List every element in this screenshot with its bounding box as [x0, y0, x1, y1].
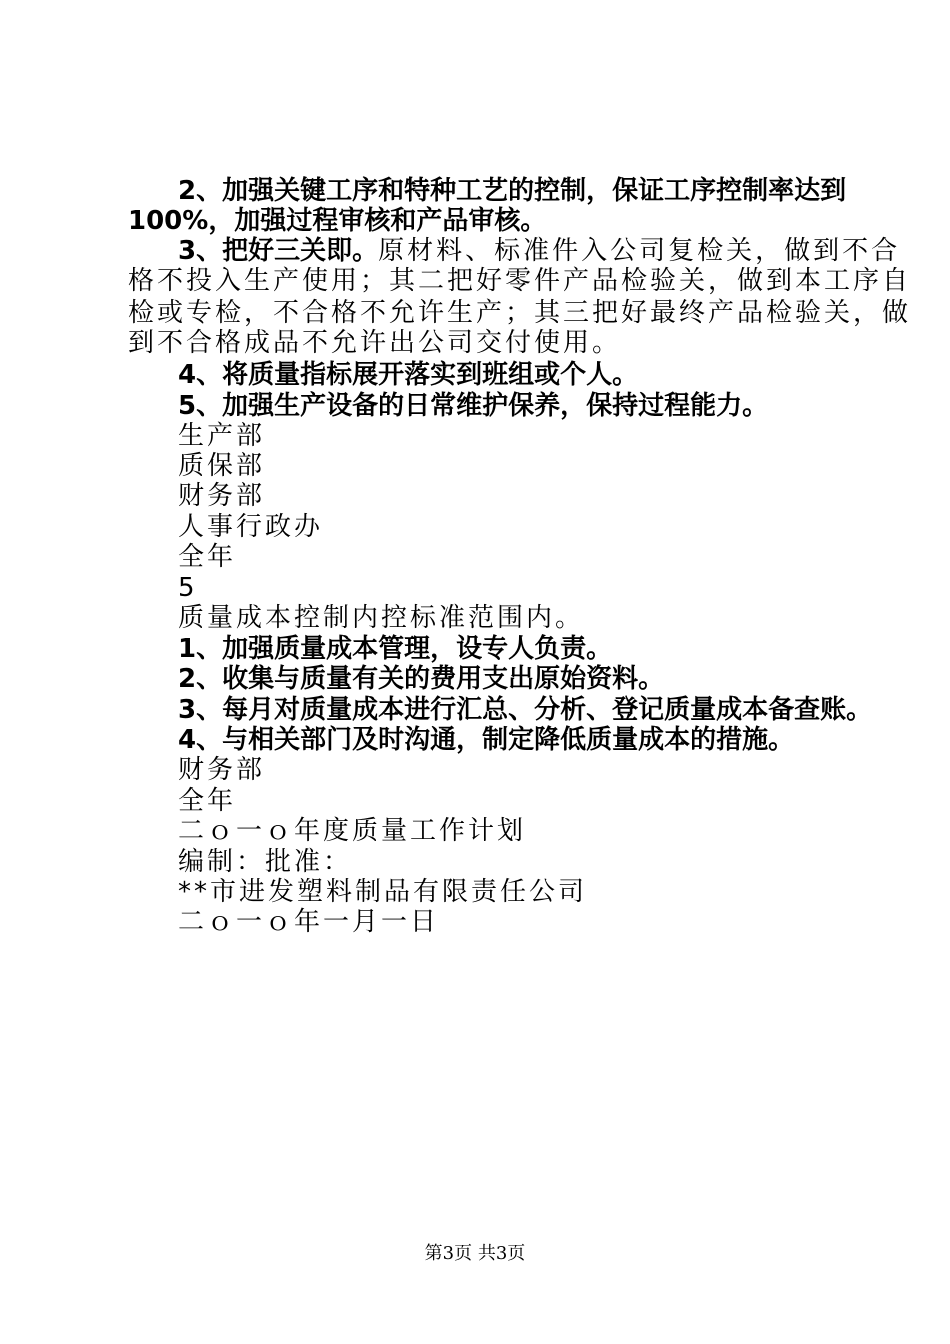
signoff-line: 编制：批准： — [178, 847, 353, 877]
dept-hr-admin: 人事行政办 — [178, 512, 324, 542]
quality-cost-goal: 质量成本控制内控标准范围内。 — [178, 603, 585, 633]
item3-line3: 检或专检，不合格不允许生产；其三把好最终产品检验关，做 — [128, 298, 912, 328]
item3-heading: 3、把好三关即。 — [178, 236, 379, 266]
measure-1: 1、加强质量成本管理，设专人负责。 — [178, 634, 613, 664]
issue-date: 二ｏ一ｏ年一月一日 — [178, 907, 440, 937]
item3-text: 原材料、标准件入公司复检关，做到不合 — [378, 236, 901, 266]
dept-finance: 财务部 — [178, 481, 266, 511]
item3-line4: 到不合格成品不允许出公司交付使用。 — [128, 328, 622, 358]
page-footer: 第3页 共3页 — [424, 1243, 526, 1264]
period-fullyear: 全年 — [178, 542, 237, 572]
item3-line2: 格不投入生产使用；其二把好零件产品检验关，做到本工序自 — [128, 266, 912, 296]
item2-line2: 100%，加强过程审核和产品审核。 — [128, 206, 547, 236]
plan-title: 二ｏ一ｏ年度质量工作计划 — [178, 816, 527, 846]
company-name: **市进发塑料制品有限责任公司 — [178, 877, 588, 907]
measure-3: 3、每月对质量成本进行汇总、分析、登记质量成本备查账。 — [178, 695, 873, 725]
item4: 4、将质量指标展开落实到班组或个人。 — [178, 360, 639, 390]
item3-line1 — [178, 236, 900, 266]
measure-2: 2、收集与质量有关的费用支出原始资料。 — [178, 664, 665, 694]
item2-line1: 2、加强关键工序和特种工艺的控制，保证工序控制率达到 — [178, 176, 847, 206]
measure-4: 4、与相关部门及时沟通，制定降低质量成本的措施。 — [178, 725, 795, 755]
dept-production: 生产部 — [178, 421, 266, 451]
dept-quality: 质保部 — [178, 451, 266, 481]
item-number: 5 — [178, 573, 198, 603]
period-fullyear-2: 全年 — [178, 786, 237, 816]
item5: 5、加强生产设备的日常维护保养，保持过程能力。 — [178, 391, 769, 421]
dept-finance-2: 财务部 — [178, 755, 266, 785]
